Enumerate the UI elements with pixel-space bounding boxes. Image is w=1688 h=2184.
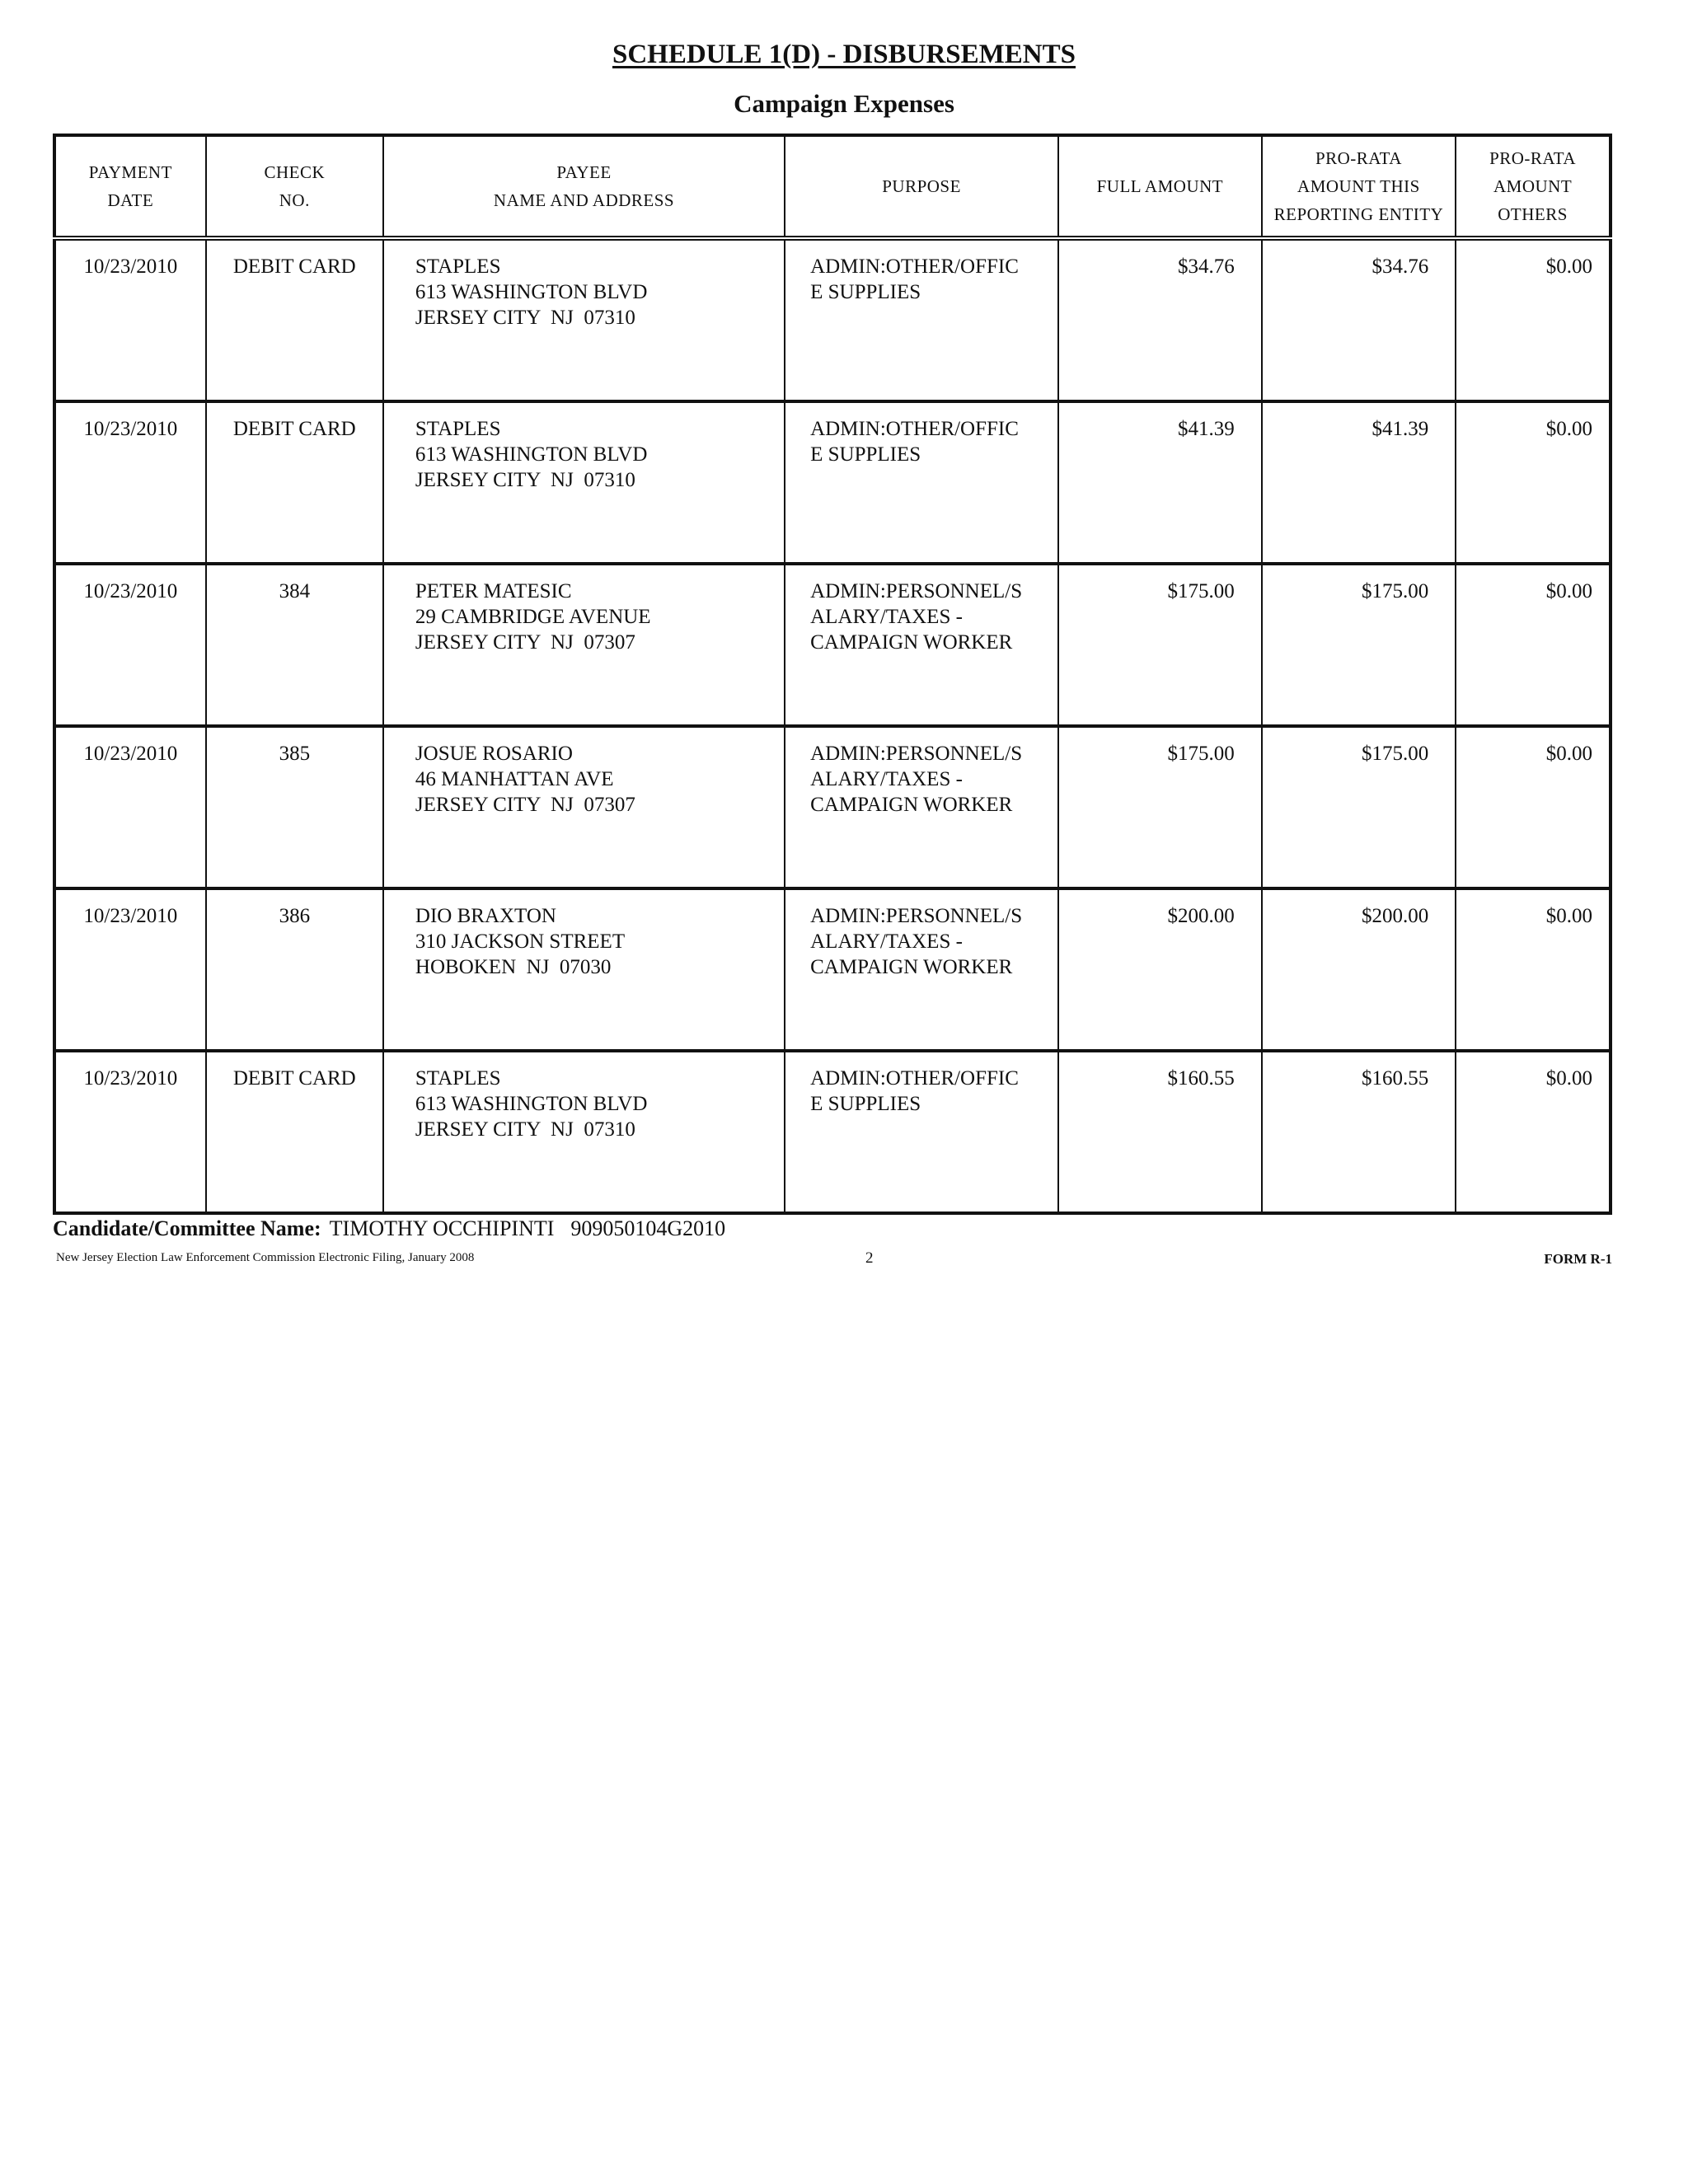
purpose-cell (785, 726, 1058, 888)
committee-label: Candidate/Committee Name: (53, 1216, 321, 1240)
pro-rata-entity-cell: $34.76 (1262, 238, 1456, 401)
payment-date-cell: 10/23/2010 (54, 888, 206, 1051)
col-header-check-no (206, 135, 383, 238)
col-header-pro-rata-others (1456, 135, 1611, 238)
payee-cell-line: 310 JACKSON STREET (415, 930, 626, 953)
purpose-cell-line: ALARY/TAXES - (810, 768, 963, 790)
purpose-cell (785, 1051, 1058, 1213)
payee-cell-line: STAPLES (415, 418, 501, 440)
purpose-cell-line: ADMIN:OTHER/OFFIC (810, 418, 1019, 440)
table-row (54, 238, 1611, 401)
payee-cell-line: JERSEY CITY NJ 07307 (415, 631, 635, 654)
header-line: PRO-RATA (1489, 148, 1577, 168)
committee-name-line (53, 1216, 725, 1241)
committee-name: TIMOTHY OCCHIPINTI (329, 1216, 555, 1240)
schedule-title (0, 40, 1688, 70)
check-no-cell: DEBIT CARD (206, 401, 383, 564)
header-line: NAME AND ADDRESS (493, 190, 675, 210)
full-amount-cell: $34.76 (1058, 238, 1262, 401)
payee-cell (383, 564, 785, 726)
col-header-purpose: PURPOSE (785, 135, 1058, 238)
table-row (54, 401, 1611, 564)
table-row (54, 888, 1611, 1051)
purpose-cell-line: E SUPPLIES (810, 443, 921, 466)
purpose-cell-line: ADMIN:PERSONNEL/S (810, 743, 1023, 765)
payee-cell-line: 46 MANHATTAN AVE (415, 768, 614, 790)
payee-cell (383, 726, 785, 888)
payment-date-cell: 10/23/2010 (54, 726, 206, 888)
purpose-cell-line: ALARY/TAXES - (810, 606, 963, 628)
schedule-subtitle: Campaign Expenses (734, 89, 954, 118)
pro-rata-others-cell: $0.00 (1456, 726, 1611, 888)
purpose-cell (785, 238, 1058, 401)
header-line: REPORTING ENTITY (1273, 204, 1444, 224)
header-line: PAYMENT (88, 162, 172, 182)
col-header-full-amount: FULL AMOUNT (1058, 135, 1262, 238)
header-line: NO. (279, 190, 310, 210)
purpose-cell (785, 888, 1058, 1051)
check-no-cell: DEBIT CARD (206, 238, 383, 401)
payee-cell-line: HOBOKEN NJ 07030 (415, 956, 612, 978)
disbursements-table (53, 134, 1612, 1215)
purpose-cell-line: CAMPAIGN WORKER (810, 631, 1013, 654)
payee-cell (383, 401, 785, 564)
payee-cell-line: JOSUE ROSARIO (415, 743, 573, 765)
pro-rata-entity-cell: $175.00 (1262, 564, 1456, 726)
payee-cell-line: JERSEY CITY NJ 07310 (415, 307, 635, 329)
payee-cell-line: 613 WASHINGTON BLVD (415, 1093, 648, 1115)
pro-rata-entity-cell: $160.55 (1262, 1051, 1456, 1213)
payment-date-cell: 10/23/2010 (54, 1051, 206, 1213)
form-id: FORM R-1 (1544, 1251, 1612, 1267)
check-no-cell: 385 (206, 726, 383, 888)
table-row (54, 1051, 1611, 1213)
payee-cell (383, 238, 785, 401)
pro-rata-others-cell: $0.00 (1456, 564, 1611, 726)
payee-cell-line: DIO BRAXTON (415, 905, 556, 927)
purpose-cell-line: E SUPPLIES (810, 281, 921, 303)
payment-date-cell: 10/23/2010 (54, 401, 206, 564)
pro-rata-others-cell: $0.00 (1456, 238, 1611, 401)
header-line: AMOUNT THIS (1297, 176, 1420, 196)
purpose-cell (785, 401, 1058, 564)
full-amount-cell: $175.00 (1058, 564, 1262, 726)
purpose-cell-line: CAMPAIGN WORKER (810, 794, 1013, 816)
check-no-cell: 384 (206, 564, 383, 726)
header-line: CHECK (264, 162, 326, 182)
payee-cell-line: PETER MATESIC (415, 580, 572, 602)
pro-rata-entity-cell: $175.00 (1262, 726, 1456, 888)
purpose-cell-line: ADMIN:PERSONNEL/S (810, 580, 1023, 602)
purpose-cell-line: ADMIN:PERSONNEL/S (810, 905, 1023, 927)
payee-cell-line: 613 WASHINGTON BLVD (415, 443, 648, 466)
payee-cell-line: JERSEY CITY NJ 07310 (415, 469, 635, 491)
header-line: DATE (107, 190, 154, 210)
header-line: PRO-RATA (1315, 148, 1402, 168)
payee-cell-line: STAPLES (415, 1067, 501, 1090)
pro-rata-others-cell: $0.00 (1456, 1051, 1611, 1213)
payee-cell (383, 888, 785, 1051)
pro-rata-entity-cell: $41.39 (1262, 401, 1456, 564)
table-row (54, 564, 1611, 726)
purpose-cell (785, 564, 1058, 726)
col-header-pro-rata-entity (1262, 135, 1456, 238)
footer-agency: New Jersey Election Law Enforcement Commission Electronic Filing, January 2008 (56, 1251, 475, 1264)
full-amount-cell: $200.00 (1058, 888, 1262, 1051)
header-line: PAYEE (556, 162, 612, 182)
pro-rata-others-cell: $0.00 (1456, 401, 1611, 564)
pro-rata-others-cell: $0.00 (1456, 888, 1611, 1051)
payee-cell-line: 613 WASHINGTON BLVD (415, 281, 648, 303)
purpose-cell-line: CAMPAIGN WORKER (810, 956, 1013, 978)
committee-id: 909050104G2010 (570, 1216, 726, 1240)
table-header-row (54, 135, 1611, 238)
col-header-payee (383, 135, 785, 238)
purpose-cell-line: ADMIN:OTHER/OFFIC (810, 255, 1019, 278)
col-header-payment-date (54, 135, 206, 238)
full-amount-cell: $175.00 (1058, 726, 1262, 888)
header-line: AMOUNT (1493, 176, 1573, 196)
full-amount-cell: $41.39 (1058, 401, 1262, 564)
payee-cell-line: JERSEY CITY NJ 07307 (415, 794, 635, 816)
full-amount-cell: $160.55 (1058, 1051, 1262, 1213)
payment-date-cell: 10/23/2010 (54, 238, 206, 401)
payment-date-cell: 10/23/2010 (54, 564, 206, 726)
payee-cell-line: 29 CAMBRIDGE AVENUE (415, 606, 651, 628)
schedule-title-text: SCHEDULE 1(D) - DISBURSEMENTS (612, 40, 1076, 69)
pro-rata-entity-cell: $200.00 (1262, 888, 1456, 1051)
page-number: 2 (865, 1249, 874, 1267)
payee-cell-line: JERSEY CITY NJ 07310 (415, 1118, 635, 1141)
payee-cell (383, 1051, 785, 1213)
purpose-cell-line: E SUPPLIES (810, 1093, 921, 1115)
check-no-cell: 386 (206, 888, 383, 1051)
payee-cell-line: STAPLES (415, 255, 501, 278)
header-line: OTHERS (1498, 204, 1568, 224)
purpose-cell-line: ALARY/TAXES - (810, 930, 963, 953)
purpose-cell-line: ADMIN:OTHER/OFFIC (810, 1067, 1019, 1090)
check-no-cell: DEBIT CARD (206, 1051, 383, 1213)
table-row (54, 726, 1611, 888)
